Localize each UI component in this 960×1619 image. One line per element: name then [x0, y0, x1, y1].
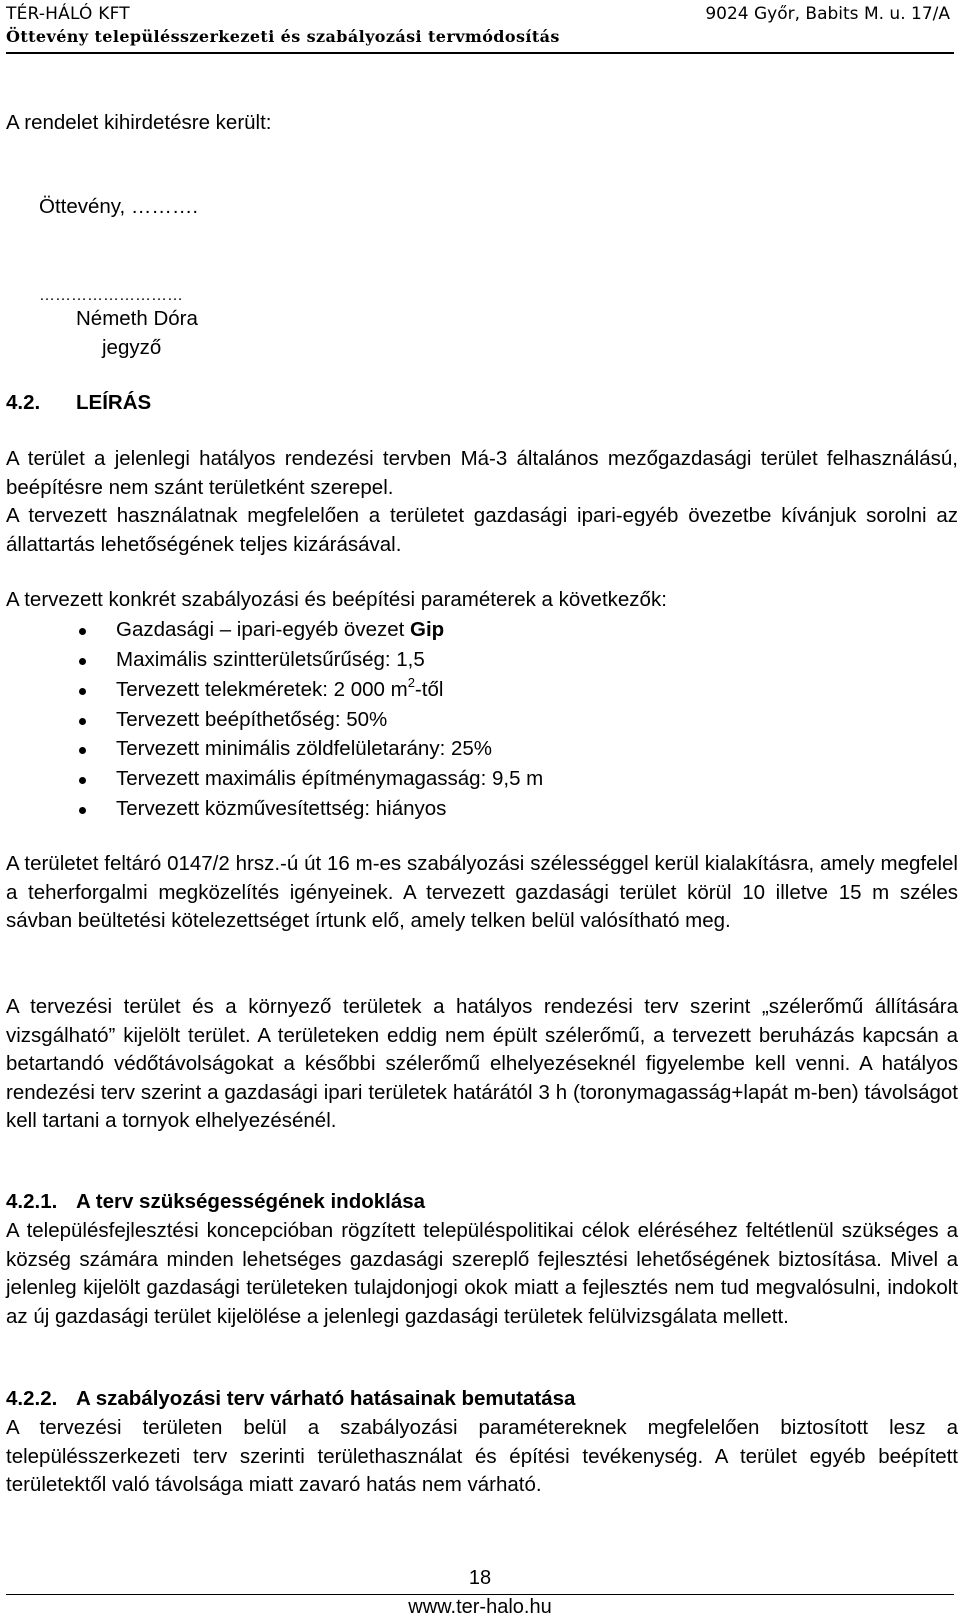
lot-size-param: Tervezett telekméretek: 2 000 m	[116, 678, 408, 701]
bullet-icon	[79, 688, 86, 695]
subsection-1-number: 4.2.1.	[6, 1190, 58, 1213]
bullet-icon	[79, 807, 86, 814]
params-intro: A tervezett konkrét szabályozási és beépítési paraméterek a következők:	[6, 588, 667, 611]
bullet-icon	[79, 747, 86, 754]
lot-size-exponent: 2	[407, 675, 415, 690]
company-name: TÉR-HÁLÓ KFT	[6, 4, 130, 24]
company-address: 9024 Győr, Babits M. u. 17/A	[705, 4, 950, 24]
signatory-name: Németh Dóra	[76, 307, 198, 330]
subsection-1-title: A terv szükségességének indoklása	[76, 1190, 426, 1213]
subsection-2-text: A tervezési területen belül a szabályozási paramétereknek megfelelően biztosított lesz a településszerkezeti terv szerinti területhasználat és építési tevékenység. A terület egyéb beépített területektől való távolsága miatt zavaró hatás nem várható.	[6, 1416, 958, 1497]
header-divider	[6, 52, 954, 54]
signatory-role: jegyző	[102, 336, 162, 359]
subsection-2-title: A szabályozási terv várható hatásainak bemutatása	[76, 1387, 576, 1410]
green-area-param: Tervezett minimális zöldfelületarány: 25%	[116, 737, 492, 760]
bullet-icon	[79, 718, 86, 725]
bullet-icon	[79, 658, 86, 665]
subsection-2-number: 4.2.2.	[6, 1387, 58, 1410]
zone-code: Gip	[410, 618, 445, 641]
section-paragraph-1: A terület a jelenlegi hatályos rendezési tervben Má-3 általános mezőgazdasági terület felhasználású, beépítésre nem szánt területként szerepel.	[6, 447, 958, 499]
bullet-icon	[79, 628, 86, 635]
section-title: LEÍRÁS	[76, 391, 152, 414]
document-subtitle: Öttevény településszerkezeti és szabályozási tervmódosítás	[6, 27, 560, 46]
section-paragraph-3: A területet feltáró 0147/2 hrsz.-ú út 16 m-es szabályozási szélességgel kerül kialakításra, amely megfelel a teherforgalmi megközelítés igényeinek. A tervezett gazdasági terület körül 10 illetve 15 m széles sávban beültetési kötelezettséget írtunk elő, amely telken belül valósítható meg.	[6, 852, 958, 933]
utilities-param: Tervezett közművesítettség: hiányos	[116, 797, 447, 820]
subsection-1-text: A településfejlesztési koncepcióban rögzített településpolitikai célok eléréséhez feltétlenül szükséges a község számára minden lehetséges gazdasági szereplő fejlesztési lehetőségének biztosítása. Mivel a jelenleg kijelölt gazdasági területeken tulajdonjogi okok miatt a fejlesztés nem tud megvalósulni, indokolt az új gazdasági terület kijelölése a jelenlegi gazdasági területek felülvizsgálata mellett.	[6, 1219, 958, 1328]
signature-dots: ………………………	[39, 287, 183, 304]
density-param: Maximális szintterületsűrűség: 1,5	[116, 648, 425, 671]
bullet-icon	[79, 777, 86, 784]
page-number: 18	[468, 1567, 492, 1589]
lot-size-suffix: -től	[414, 678, 444, 701]
section-paragraph-4: A tervezési terület és a környező területek a hatályos rendezési terv szerint „szélerőmű állítására vizsgálható” kijelölt terület. A területeken eddig nem épült szélerőmű, a tervezett beruházás kapcsán a betartandó védőtávolságokat a későbbi szélerőmű elhelyezéseknél figyelembe kell venni. A hatályos rendezési terv szerint a gazdasági ipari területek határától 3 h (toronymagasság+lapát m-ben) távolságot kell tartani a tornyok elhelyezésénél.	[6, 995, 958, 1133]
section-number: 4.2.	[6, 391, 41, 414]
publication-place: Öttevény, ……….	[39, 195, 199, 218]
publication-line: A rendelet kihirdetésre került:	[6, 111, 272, 134]
zone-label: Gazdasági – ipari-egyéb övezet	[116, 618, 411, 641]
footer-divider	[6, 1594, 954, 1595]
coverage-param: Tervezett beépíthetőség: 50%	[116, 708, 388, 731]
section-paragraph-2: A tervezett használatnak megfelelően a területet gazdasági ipari-egyéb övezetbe kívánjuk sorolni az állattartás lehetőségének teljes kizárásával.	[6, 504, 958, 556]
footer-url: www.ter-halo.hu	[408, 1596, 552, 1618]
height-param: Tervezett maximális építménymagasság: 9,5 m	[116, 767, 544, 790]
